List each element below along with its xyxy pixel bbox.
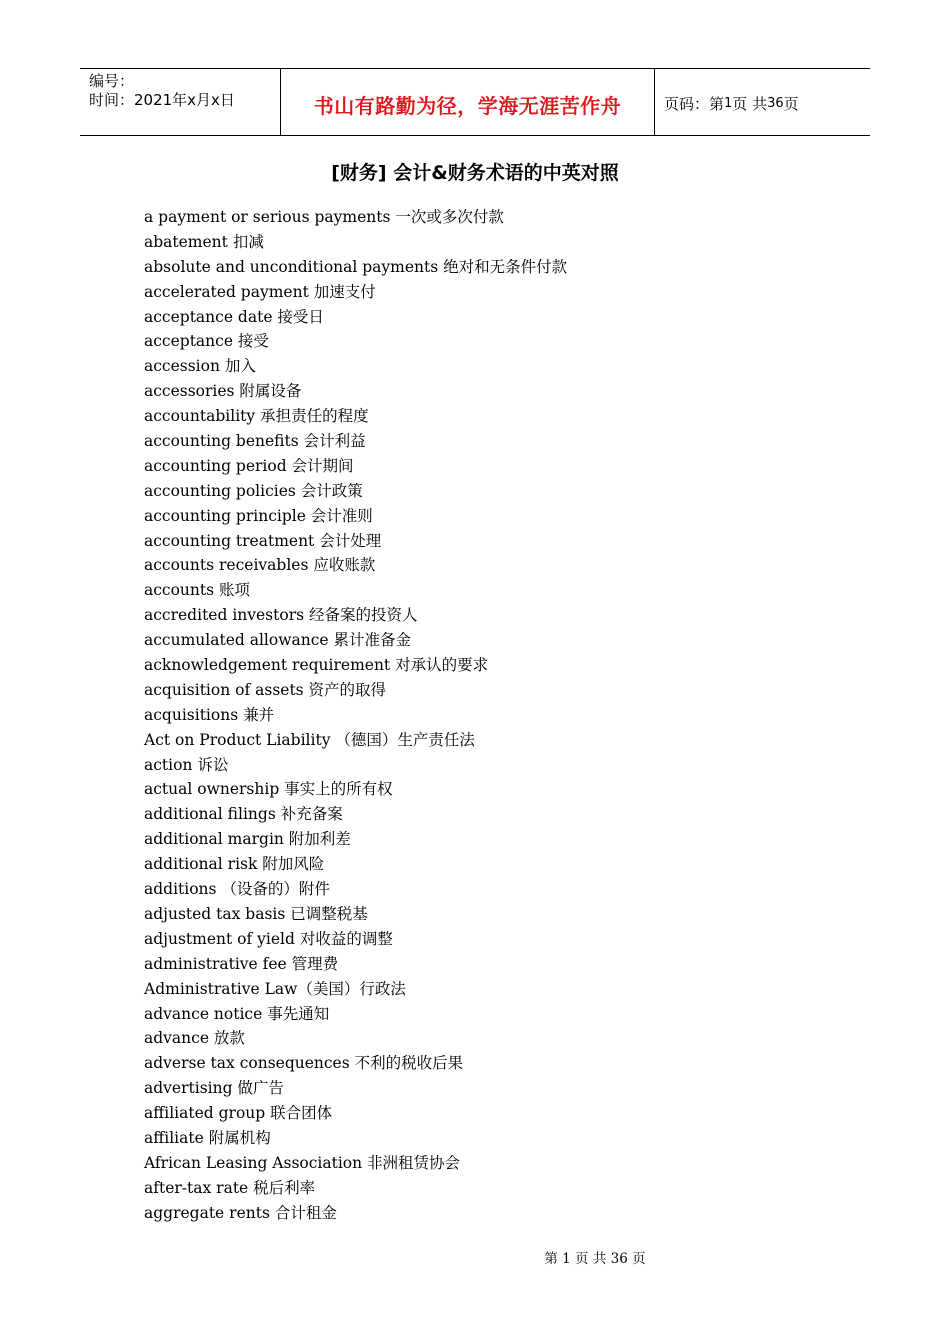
- glossary-entry: advertising 做广告: [144, 1079, 284, 1098]
- header-page-info: [655, 69, 870, 135]
- page-middle: 页 共: [732, 94, 768, 113]
- document-time: 时间：2021年x月x日: [89, 91, 235, 109]
- glossary-entry: additional margin 附加利差: [144, 830, 351, 849]
- glossary-entry: advance notice 事先通知: [144, 1004, 330, 1023]
- glossary-entry: abatement 扣减: [144, 232, 264, 251]
- glossary-entry: accounting period 会计期间: [144, 456, 354, 475]
- glossary-entry: advance 放款: [144, 1029, 245, 1048]
- glossary-entry: accredited investors 经备案的投资人: [144, 606, 418, 625]
- document-title: [财务] 会计&财务术语的中英对照: [331, 162, 619, 184]
- glossary-entry: aggregate rents 合计租金: [144, 1203, 337, 1222]
- page-footer: 第 1 页 共 36 页: [544, 1251, 646, 1267]
- header-motto: 书山有路勤为径，学海无涯苦作舟: [281, 69, 655, 135]
- glossary-entry: action 诉讼: [144, 755, 229, 774]
- glossary-entry: accounting benefits 会计利益: [144, 432, 366, 451]
- page-prefix: 页码：第: [664, 94, 725, 113]
- glossary-entry: African Leasing Association 非洲租赁协会: [144, 1153, 461, 1172]
- glossary-entry: Administrative Law（美国）行政法: [144, 979, 406, 998]
- glossary-entry: additional filings 补充备案: [144, 805, 343, 824]
- glossary-entry: after-tax rate 税后利率: [144, 1178, 316, 1197]
- glossary-entry: accessories 附属设备: [144, 382, 302, 401]
- glossary-entry: acceptance 接受: [144, 332, 269, 351]
- glossary-entry: a payment or serious payments 一次或多次付款: [144, 208, 504, 226]
- glossary-entry: affiliated group 联合团体: [144, 1104, 333, 1123]
- glossary-entry: absolute and unconditional payments 绝对和无条件付款: [144, 257, 568, 276]
- glossary-entry: accumulated allowance 累计准备金: [144, 631, 411, 650]
- document-number-label: 编号：: [89, 72, 135, 90]
- page-suffix: 页: [783, 94, 799, 113]
- glossary-entry: actual ownership 事实上的所有权: [144, 780, 393, 799]
- header-meta: [80, 69, 281, 135]
- glossary-entry: acquisition of assets 资产的取得: [144, 680, 387, 699]
- glossary-entry: adverse tax consequences 不利的税收后果: [144, 1054, 464, 1073]
- glossary-entry: accounting policies 会计政策: [144, 481, 363, 500]
- glossary-entry: adjustment of yield 对收益的调整: [144, 929, 393, 948]
- glossary-entry: administrative fee 管理费: [144, 954, 339, 973]
- glossary-entry: acknowledgement requirement 对承认的要求: [144, 656, 489, 675]
- page-total-number: 36: [767, 95, 784, 111]
- glossary-entry: accountability 承担责任的程度: [144, 407, 369, 426]
- glossary-entry: accounting principle 会计准则: [144, 506, 373, 525]
- glossary-entry: affiliate 附属机构: [144, 1128, 271, 1147]
- page-header: [80, 68, 870, 136]
- glossary-entry: accounts 账项: [144, 581, 251, 600]
- glossary-entry: acquisitions 兼并: [144, 705, 275, 724]
- glossary-entry: accession 加入: [144, 357, 256, 376]
- glossary-entry: Act on Product Liability （德国）生产责任法: [144, 730, 475, 749]
- glossary-entry: accelerated payment 加速支付: [144, 282, 376, 301]
- page-current-number: 1: [724, 95, 733, 111]
- glossary-entry: accounting treatment 会计处理: [144, 531, 382, 550]
- glossary-list: [144, 205, 567, 1226]
- glossary-entry: accounts receivables 应收账款: [144, 556, 376, 575]
- glossary-entry: adjusted tax basis 已调整税基: [144, 904, 368, 923]
- glossary-entry: additional risk 附加风险: [144, 855, 325, 874]
- glossary-entry: additions （设备的）附件: [144, 880, 330, 899]
- glossary-entry: acceptance date 接受日: [144, 307, 324, 326]
